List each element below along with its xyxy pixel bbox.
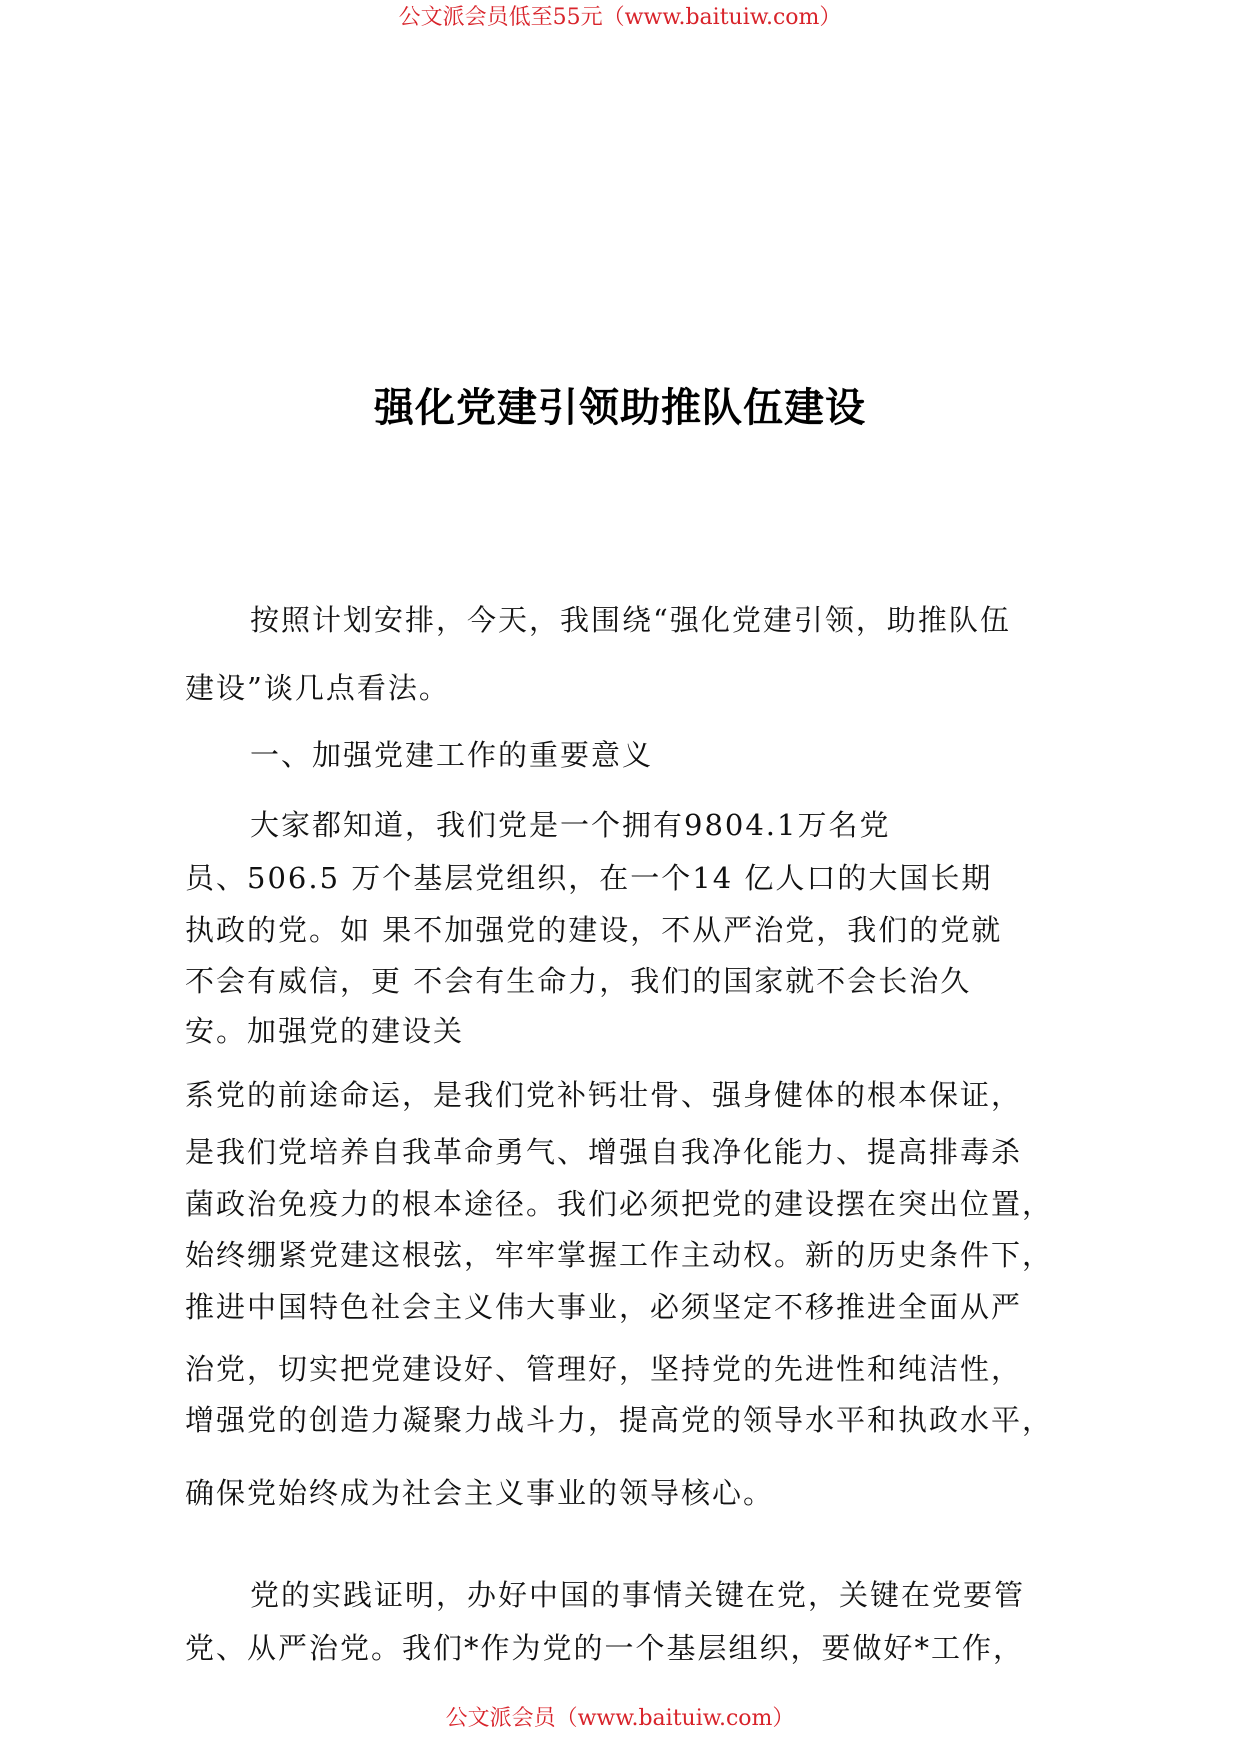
body-line: 建设”谈几点看法。 [185,671,450,705]
section-heading: 一、加强党建工作的重要意义 [250,738,654,772]
body-line: 增强党的创造力凝聚力战斗力，提高党的领导水平和执政水平， [185,1403,1054,1437]
body-line: 执政的党。如 果不加强党的建设，不从严治党，我们的党就 [185,913,1003,947]
body-line: 菌政治免疫力的根本途径。我们必须把党的建设摆在突出位置， [185,1187,1054,1221]
footer-banner: 公文派会员（www.baituiw.com） [445,1706,795,1731]
body-line: 始终绷紧党建这根弦，牢牢掌握工作主动权。新的历史条件下， [185,1238,1054,1272]
body-line: 不会有威信，更 不会有生命力，我们的国家就不会长治久 [185,964,972,998]
body-line: 推进中国特色社会主义伟大事业，必须坚定不移推进全面从严 [185,1290,1023,1324]
body-line: 治党，切实把党建设好、管理好，坚持党的先进性和纯洁性， [185,1352,1023,1386]
body-line: 系党的前途命运，是我们党补钙壮骨、强身健体的根本保证， [185,1078,1023,1112]
body-line: 确保党始终成为社会主义事业的领导核心。 [185,1476,775,1510]
header-banner: 公文派会员低至55元（www.baituiw.com） [398,5,842,30]
body-line: 党的实践证明，办好中国的事情关键在党，关键在党要管 [250,1578,1026,1612]
body-line: 安。加强党的建设关 [185,1014,465,1048]
document-title: 强化党建引领助推队伍建设 [374,385,866,431]
body-line: 党、从严治党。我们*作为党的一个基层组织，要做好*工作， [185,1631,1025,1665]
body-line: 按照计划安排，今天，我围绕“强化党建引领，助推队伍 [250,603,1011,637]
body-line: 员、506.5 万个基层党组织，在一个14 亿人口的大国长期 [185,861,993,895]
body-line: 大家都知道，我们党是一个拥有9804.1万名党 [250,808,891,842]
body-line: 是我们党培养自我革命勇气、增强自我净化能力、提高排毒杀 [185,1135,1023,1169]
